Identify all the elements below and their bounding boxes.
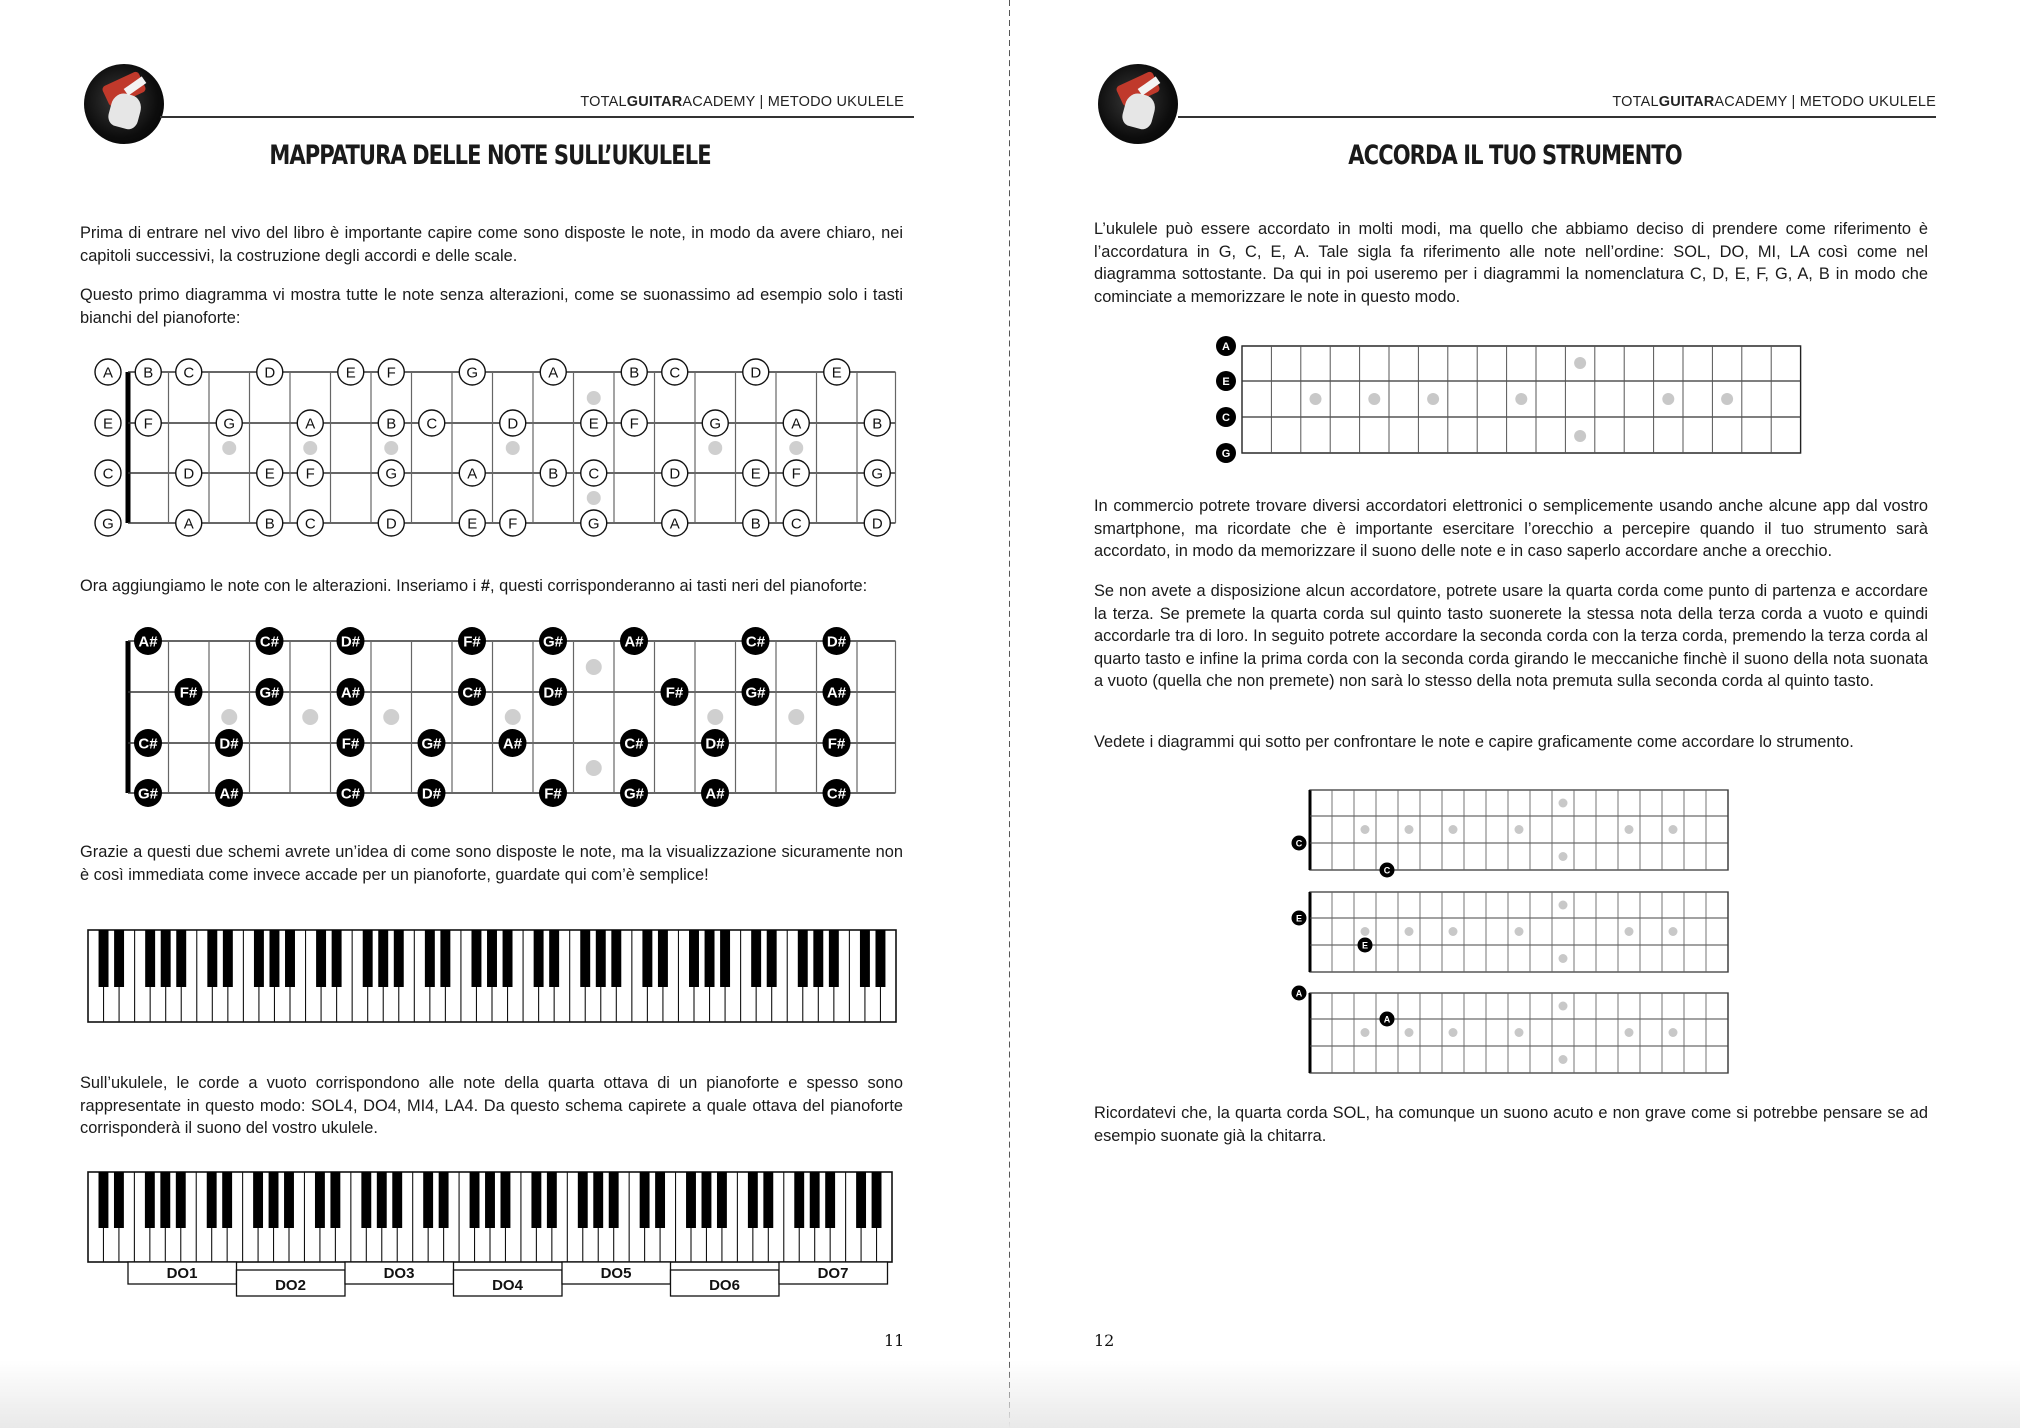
note-label: C <box>588 465 600 483</box>
sharp-note-label: A# <box>138 633 158 651</box>
note-label: A <box>791 415 802 433</box>
black-key <box>207 1172 217 1228</box>
black-key <box>856 1172 866 1228</box>
black-key <box>315 1172 325 1228</box>
fret-marker <box>1449 927 1458 936</box>
octave-label: DO2 <box>275 1277 306 1294</box>
black-key <box>794 1172 804 1228</box>
sharp-note-label: C# <box>826 785 847 803</box>
black-key <box>423 1172 433 1228</box>
note-label: B <box>386 415 397 433</box>
open-string-label: E <box>1295 913 1303 924</box>
note-label: G <box>466 364 479 382</box>
ear-tuning-paragraph: Se non avete a disposizione alcun accordatore, potrete usare la quarta corda come punto di partenza e accordare la terza. Se premete la quarta corda sul quinto tasto suonerete la stessa nota della terza corda a vuoto e quindi accordarle tra di loro. In seguito potrete accordare la seconda corda con la terza corda, premendo la terza corda al quarto tasto e infine la prima corda con la seconda corda girando le meccaniche finchè il suono della nota suonata a vuoto (quella che non premete) non sarà lo stesso della nota premuta sulla seconda corda al quinto tasto. <box>1094 582 1928 690</box>
note-label: C <box>790 515 802 533</box>
sharp-note-label: G# <box>421 735 442 753</box>
black-key <box>702 1172 712 1228</box>
open-string-label: A <box>1222 341 1230 353</box>
note-label: D <box>750 364 762 382</box>
sharp-note-label: C# <box>624 735 644 753</box>
sharp-note-label: C# <box>138 735 158 753</box>
black-key <box>114 1172 124 1228</box>
note-label: F <box>143 415 153 433</box>
sharp-note-label: G# <box>745 684 766 702</box>
note-label: F <box>305 465 315 483</box>
black-key <box>361 1172 371 1228</box>
fret-marker <box>1625 1028 1634 1037</box>
tuning-paragraph: L’ukulele può essere accordato in molti modi, ma quello che abbiamo deciso di prendere come riferimento è l’accordatura in G, C, E, A. Tale sigla fa riferimento alle note nell’ordine: SOL, DO, MI, LA così come nel diagramma sottostante. Da qui in poi useremo per i diagrammi la nomenclatura C, D, E, F, G, A, B in modo che cominciate a memorizzare le note in questo modo. <box>1094 220 1928 306</box>
note-label: D <box>669 465 681 483</box>
header-brand: TOTALGUITARACADEMY | METODO UKULELE <box>1612 94 1936 110</box>
note-label: D <box>183 465 195 483</box>
black-key <box>810 1172 820 1228</box>
fret-marker <box>1559 852 1568 861</box>
fret-marker <box>1559 799 1568 808</box>
note-label: F <box>386 364 396 382</box>
black-key <box>763 1172 773 1228</box>
sharp-note-label: A# <box>826 684 847 702</box>
note-label: C <box>426 415 438 433</box>
page-shadow <box>0 1360 2020 1428</box>
note-label: A <box>102 364 114 382</box>
open-string-label: E <box>1222 376 1230 388</box>
black-key <box>593 1172 603 1228</box>
black-key <box>655 1172 665 1228</box>
note-label: B <box>143 364 154 382</box>
note-label: A <box>467 465 478 483</box>
note-label: B <box>264 515 275 533</box>
note-label: B <box>872 415 883 433</box>
black-key <box>269 1172 279 1228</box>
sharp-note-label: F# <box>341 735 360 753</box>
black-key <box>872 1172 882 1228</box>
sharp-note-label: F# <box>463 633 481 651</box>
sharp-note-label: F# <box>665 684 684 702</box>
note-label: B <box>629 364 640 382</box>
piano-comparison-paragraph: Grazie a questi due schemi avrete un’idea di come sono disposte le note, ma la visualizzazione sicuramente non è così immediata come invece accade per un pianoforte, guardate qui com’è semplice! <box>80 843 903 884</box>
note-label: D <box>507 415 519 433</box>
fret-marker <box>1559 1002 1568 1011</box>
sharp-note-label: G# <box>137 785 159 803</box>
black-key <box>470 1172 480 1228</box>
fret-marker <box>1515 1028 1524 1037</box>
black-key <box>485 1172 495 1228</box>
black-key <box>439 1172 449 1228</box>
black-key <box>392 1172 402 1228</box>
sharp-note-label: C# <box>340 785 361 803</box>
fret-marker <box>1405 927 1414 936</box>
octave-label: DO1 <box>166 1265 198 1282</box>
fret-marker <box>1559 901 1568 910</box>
note-label: D <box>264 364 276 382</box>
fret-marker <box>1625 825 1634 834</box>
note-label: C <box>669 364 681 382</box>
fret-marker <box>1559 1055 1568 1064</box>
sharp-note-label: D# <box>826 633 847 651</box>
black-key <box>284 1172 294 1228</box>
open-string-label: C <box>1222 412 1230 424</box>
note-label: A <box>669 515 680 533</box>
black-key <box>825 1172 835 1228</box>
black-key <box>99 1172 109 1228</box>
octave-label: DO4 <box>492 1277 523 1294</box>
black-key <box>501 1172 511 1228</box>
note-label: E <box>750 465 761 483</box>
open-string-label: G <box>1221 448 1231 460</box>
black-key <box>145 1172 155 1228</box>
fret-marker <box>1449 825 1458 834</box>
fretted-note-label: A <box>1383 1014 1391 1025</box>
note-label: C <box>102 465 114 483</box>
sharp-note-label: A# <box>502 735 523 753</box>
natural-notes-paragraph: Questo primo diagramma vi mostra tutte le note senza alterazioni, come se suonassimo ad esempio solo i tasti bianchi del pianoforte: <box>80 286 903 327</box>
note-label: G <box>587 515 600 533</box>
fret-marker <box>1449 1028 1458 1037</box>
note-label: E <box>102 415 114 433</box>
octave-paragraph: Sull’ukulele, le corde a vuoto corrispondono alle note della quarta ottava di un pianoforte e spesso sono rappresentate in questo modo: SOL4, DO4, MI4, LA4. Da questo schema capirete a quale ottava del pianoforte corrisponderà il suono del vostro ukulele. <box>80 1074 903 1137</box>
fret-marker <box>1515 825 1524 834</box>
fret-marker <box>1515 927 1524 936</box>
note-label: F <box>791 465 801 483</box>
sharp-note-label: D# <box>340 633 361 651</box>
sharp-note-label: D# <box>421 785 442 803</box>
sharp-note-label: C# <box>259 633 280 651</box>
note-label: E <box>831 364 842 382</box>
black-key <box>609 1172 619 1228</box>
sharp-note-label: F# <box>827 735 846 753</box>
page-title: MAPPATURA DELLE NOTE SULL’UKULELE <box>269 140 711 171</box>
sharp-note-label: D# <box>219 735 239 753</box>
note-label: G <box>223 415 236 433</box>
black-key <box>176 1172 186 1228</box>
fret-marker <box>1361 825 1370 834</box>
note-label: E <box>467 515 478 533</box>
diagrams-intro-paragraph: Vedete i diagrammi qui sotto per confrontare le note e capire graficamente come accordare lo strumento. <box>1094 733 1854 751</box>
black-key <box>640 1172 650 1228</box>
black-key <box>330 1172 340 1228</box>
sharp-note-label: A# <box>219 785 239 803</box>
sharp-note-label: A# <box>705 785 725 803</box>
note-label: F <box>629 415 639 433</box>
fret-marker <box>1405 825 1414 834</box>
note-label: C <box>183 364 195 382</box>
sharp-note-label: G# <box>623 785 645 803</box>
octave-label: DO7 <box>817 1265 849 1282</box>
black-key <box>253 1172 263 1228</box>
page-number: 11 <box>884 1331 905 1350</box>
note-label: G <box>102 515 114 533</box>
sharp-note-label: D# <box>543 684 563 702</box>
black-key <box>547 1172 557 1228</box>
octave-label: DO6 <box>709 1277 740 1294</box>
fret-marker <box>1669 927 1678 936</box>
intro-paragraph: Prima di entrare nel vivo del libro è importante capire come sono disposte le note, in modo da avere chiaro, nei capitoli successivi, la costruzione degli accordi e delle scale. <box>80 224 903 265</box>
note-label: E <box>345 364 356 382</box>
sharp-note-label: F# <box>179 684 198 702</box>
black-key <box>160 1172 170 1228</box>
black-key <box>377 1172 387 1228</box>
fretted-note-label: C <box>1383 865 1391 876</box>
fretted-note-label: E <box>1361 940 1369 951</box>
fret-marker <box>1361 1028 1370 1037</box>
note-label: G <box>871 465 884 483</box>
header-brand: TOTALGUITARACADEMY | METODO UKULELE <box>580 94 904 110</box>
sharp-note-label: F# <box>544 785 562 803</box>
note-label: D <box>871 515 883 533</box>
sharp-note-label: C# <box>745 633 766 651</box>
black-key <box>686 1172 696 1228</box>
sharp-note-label: C# <box>462 684 482 702</box>
note-label: G <box>709 415 722 433</box>
page-title: ACCORDA IL TUO STRUMENTO <box>1348 140 1682 171</box>
black-key <box>748 1172 758 1228</box>
open-string-label: A <box>1295 988 1303 999</box>
note-label: B <box>548 465 559 483</box>
fret-marker <box>1361 927 1370 936</box>
note-label: E <box>264 465 275 483</box>
note-label: E <box>588 415 599 433</box>
fret-marker <box>1559 954 1568 963</box>
sharp-note-label: D# <box>705 735 725 753</box>
page-number: 12 <box>1094 1331 1115 1350</box>
sharp-note-label: G# <box>542 633 564 651</box>
black-key <box>578 1172 588 1228</box>
note-label: F <box>508 515 518 533</box>
tuning-comparison-diagrams <box>1010 0 2020 1428</box>
note-label: A <box>305 415 316 433</box>
note-label: A <box>548 364 559 382</box>
black-key <box>717 1172 727 1228</box>
note-label: G <box>385 465 398 483</box>
open-string-label: C <box>1295 838 1303 849</box>
closing-paragraph: Ricordatevi che, la quarta corda SOL, ha comunque un suono acuto e non grave come si potrebbe pensare se ad esempio suonate già la chitarra. <box>1094 1104 1928 1145</box>
fret-marker <box>1669 1028 1678 1037</box>
fret-marker <box>1625 927 1634 936</box>
right-page <box>1010 0 2020 1428</box>
black-key <box>222 1172 232 1228</box>
note-label: B <box>750 515 761 533</box>
sharp-note-label: A# <box>340 684 361 702</box>
octave-label: DO5 <box>600 1265 632 1282</box>
note-label: A <box>183 515 194 533</box>
fret-marker <box>1405 1028 1414 1037</box>
tuners-paragraph: In commercio potrete trovare diversi accordatori elettronici o semplicemente usando anche alcune app dal vostro smartphone, ma ricordate che è importante esercitare l’orecchio a percepire quando il tuo strumento sarà accordato, in modo da memorizzare il suono delle note e in caso saperlo accordare anche a orecchio. <box>1094 497 1928 560</box>
black-key <box>531 1172 541 1228</box>
octave-label: DO3 <box>383 1265 415 1282</box>
fret-marker <box>1669 825 1678 834</box>
note-label: D <box>385 515 397 533</box>
sharps-paragraph: Ora aggiungiamo le note con le alterazioni. Inseriamo i #, questi corrisponderanno ai tasti neri del pianoforte: <box>80 577 868 595</box>
note-label: C <box>304 515 316 533</box>
sharp-note-label: A# <box>624 633 644 651</box>
sharp-note-label: G# <box>259 684 280 702</box>
